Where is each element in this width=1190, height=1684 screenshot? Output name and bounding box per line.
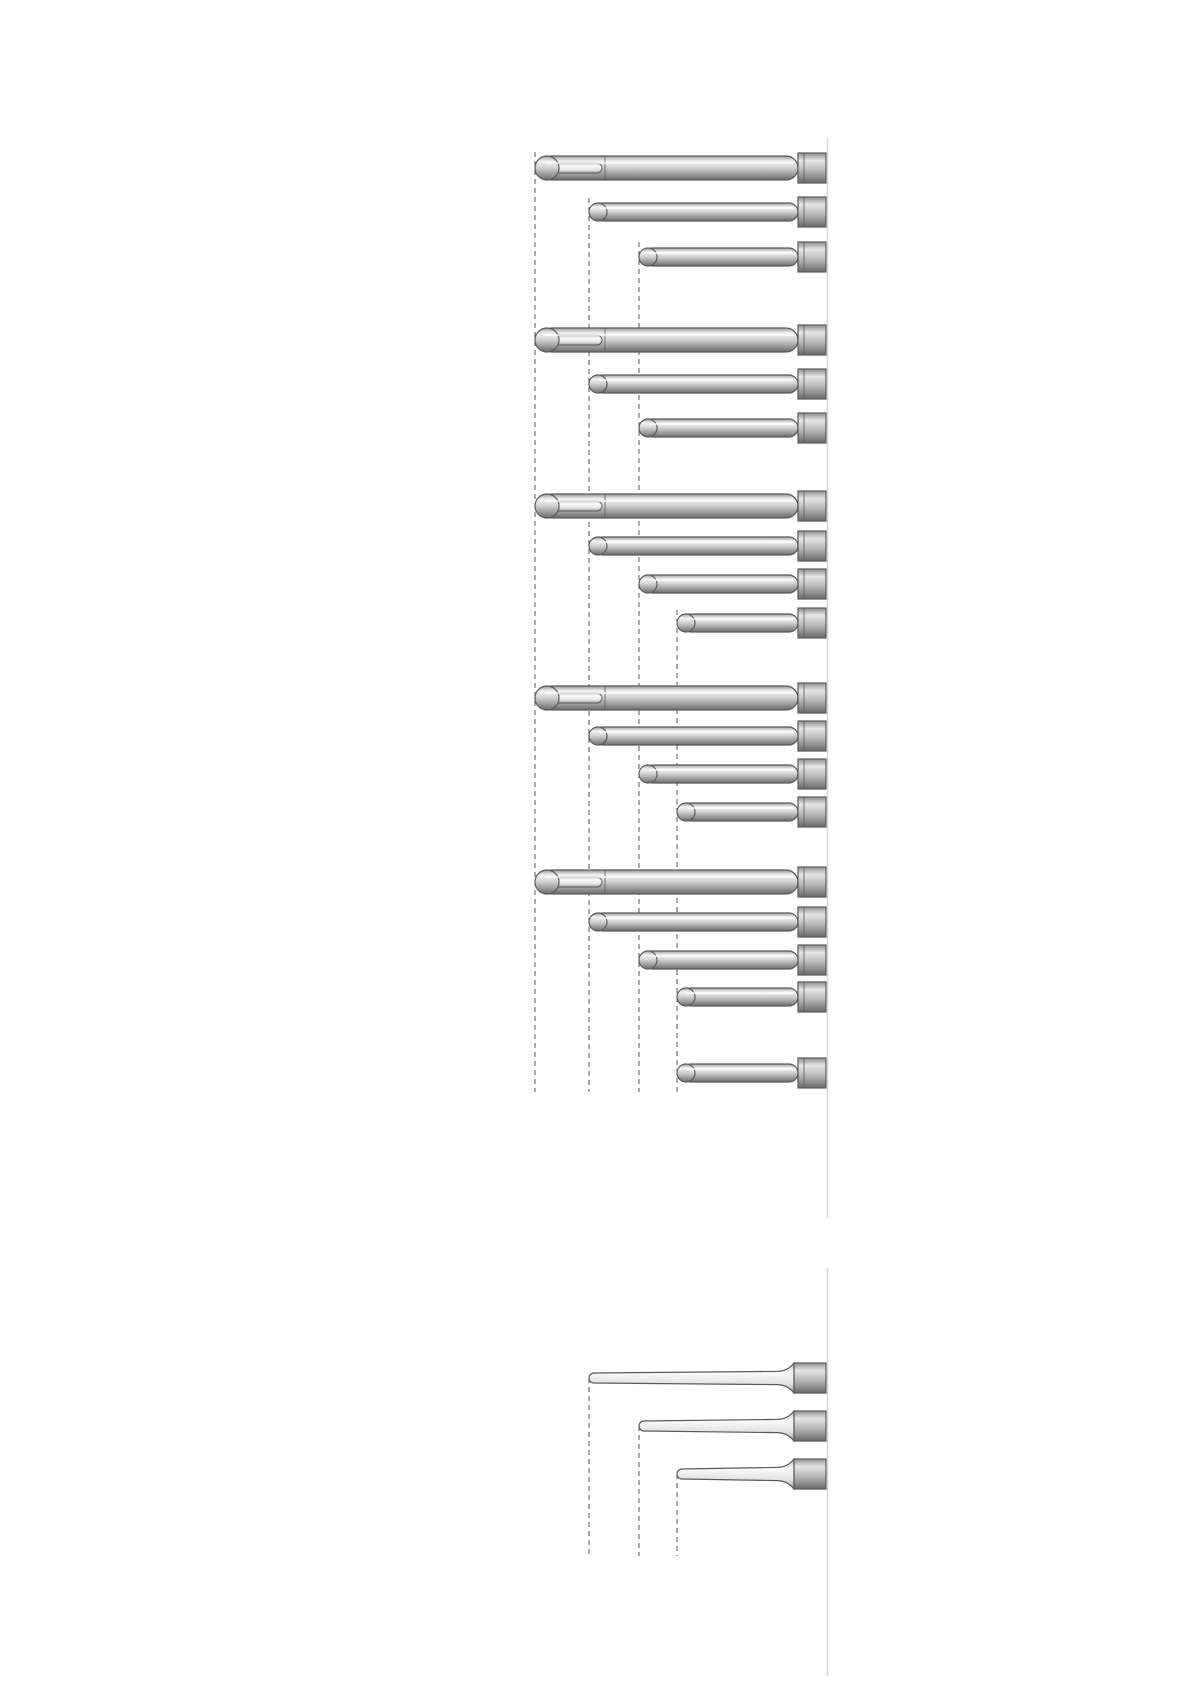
pin-tip-cap xyxy=(639,765,657,783)
pin-tip-cap xyxy=(589,537,607,555)
pin-tip-cap xyxy=(589,727,607,745)
pin-m xyxy=(639,569,826,599)
pin-shaft xyxy=(594,727,798,745)
pin-tip-cap xyxy=(639,419,657,437)
pin-tip-cap xyxy=(535,494,559,518)
pin-l xyxy=(589,197,826,227)
pin-tip-cap xyxy=(535,870,559,894)
pin-shaft xyxy=(644,419,798,437)
pin-tip-cap xyxy=(535,686,559,710)
pin-tip-cap xyxy=(677,614,695,632)
pin-shaft xyxy=(644,951,798,969)
pin-s xyxy=(677,1058,826,1088)
pin-collar xyxy=(798,369,826,399)
pin-s xyxy=(677,608,826,638)
pin-tip-cap xyxy=(535,328,559,352)
pin-xl xyxy=(535,325,826,355)
pin-m xyxy=(639,242,826,272)
pin-shaft xyxy=(594,537,798,555)
pin-tip-cap xyxy=(589,375,607,393)
pin-set xyxy=(535,153,826,1489)
pin-m xyxy=(639,759,826,789)
tapered-pin-body xyxy=(639,1411,794,1441)
tapered-pin-m xyxy=(639,1411,826,1441)
pin-tip-cap xyxy=(677,988,695,1006)
pin-xl xyxy=(535,867,826,897)
pin-collar xyxy=(798,683,826,713)
pin-xl xyxy=(535,491,826,521)
pin-collar xyxy=(798,491,826,521)
pin-shaft xyxy=(594,913,798,931)
pin-tip-cap xyxy=(639,951,657,969)
pin-shaft xyxy=(644,248,798,266)
pin-collar xyxy=(798,197,826,227)
pin-xl xyxy=(535,683,826,713)
pin-shaft xyxy=(594,203,798,221)
pin-xl xyxy=(535,153,826,183)
pin-l xyxy=(589,531,826,561)
pin-tip-cap xyxy=(677,803,695,821)
tapered-pin-collar xyxy=(794,1459,826,1489)
pin-tip-cap xyxy=(639,248,657,266)
pin-collar xyxy=(798,608,826,638)
pin-m xyxy=(639,945,826,975)
tapered-pin-body xyxy=(677,1459,794,1489)
pin-tip-cap xyxy=(677,1064,695,1082)
pin-shaft xyxy=(644,765,798,783)
tapered-pin-collar xyxy=(794,1363,826,1393)
pin-s xyxy=(677,982,826,1012)
pin-collar xyxy=(798,531,826,561)
tapered-pin-body xyxy=(589,1363,794,1393)
pin-s xyxy=(677,797,826,827)
pin-collar xyxy=(798,867,826,897)
pin-shaft xyxy=(682,988,798,1006)
pin-m xyxy=(639,413,826,443)
pin-shaft xyxy=(594,375,798,393)
pin-shaft xyxy=(682,614,798,632)
pin-shaft xyxy=(682,1064,798,1082)
pin-collar xyxy=(798,325,826,355)
pin-collar xyxy=(798,945,826,975)
pin-collar xyxy=(798,242,826,272)
pin-l xyxy=(589,907,826,937)
pin-tip-cap xyxy=(639,575,657,593)
pin-tip-cap xyxy=(589,913,607,931)
pin-collar xyxy=(798,569,826,599)
pin-collar xyxy=(798,797,826,827)
pin-shaft xyxy=(682,803,798,821)
pin-collar xyxy=(798,982,826,1012)
tapered-pin-collar xyxy=(794,1411,826,1441)
pin-tip-cap xyxy=(589,203,607,221)
pin-l xyxy=(589,721,826,751)
tapered-pin-s xyxy=(677,1459,826,1489)
tapered-pin-l xyxy=(589,1363,826,1393)
pin-collar xyxy=(798,759,826,789)
pin-tip-cap xyxy=(535,156,559,180)
alignment-guides xyxy=(535,152,677,1556)
pin-collar xyxy=(798,1058,826,1088)
pin-l xyxy=(589,369,826,399)
pin-collar xyxy=(798,907,826,937)
pin-collar xyxy=(798,721,826,751)
pin-collar xyxy=(798,413,826,443)
pin-shaft xyxy=(644,575,798,593)
pin-collar xyxy=(798,153,826,183)
